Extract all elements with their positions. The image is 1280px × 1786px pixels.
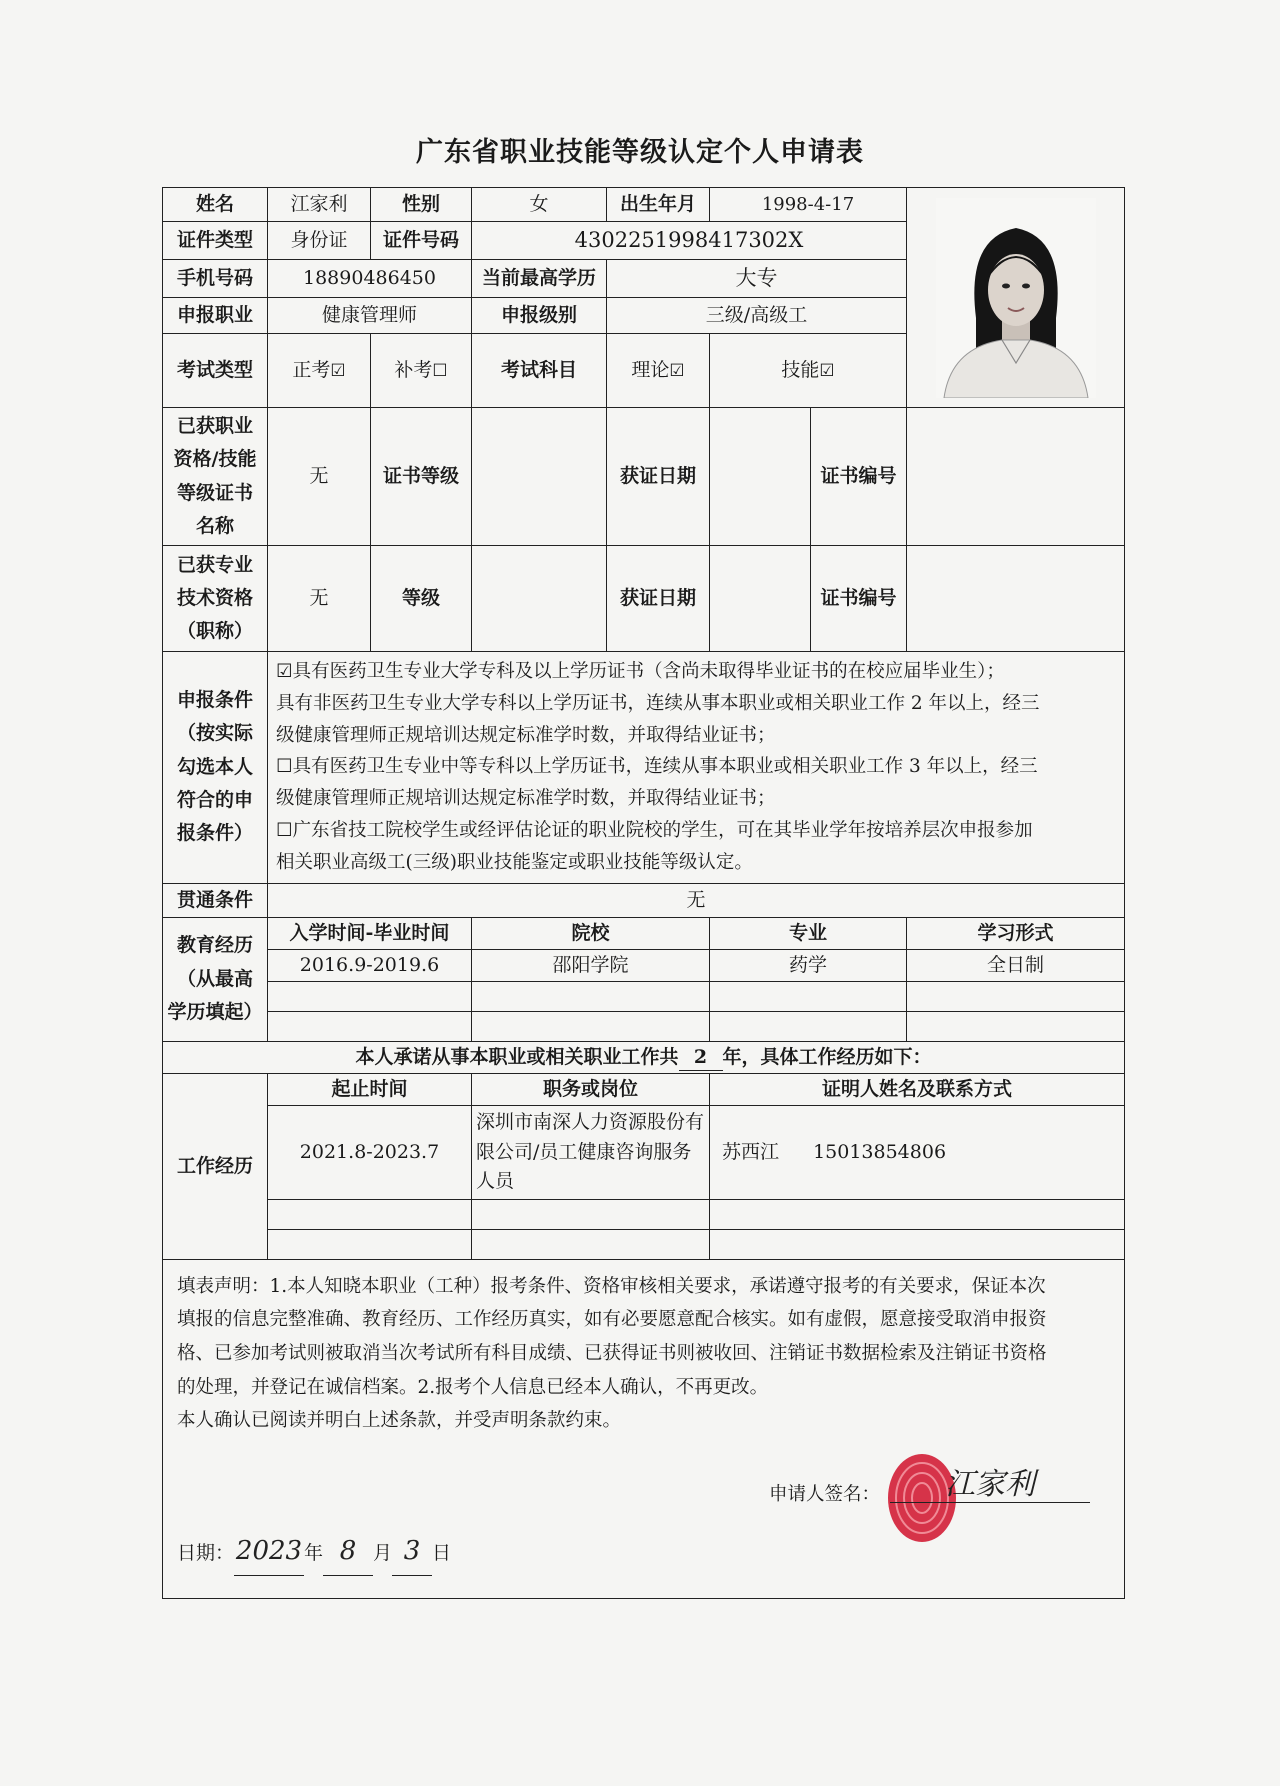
condition-line[interactable]: ☐具有医药卫生专业中等专科以上学历证书，连续从事本职业或相关职业工作 3 年以上，经三 [276, 756, 1038, 778]
declaration-cell [163, 1259, 1125, 1598]
work-period-cell [268, 1199, 472, 1229]
cert-no-label: 证书编号 [811, 408, 907, 546]
work-position-cell [472, 1229, 710, 1259]
declaration-confirm: 本人确认已阅读并明白上述条款，并受声明条款约束。 [177, 1410, 622, 1432]
work-reference-header: 证明人姓名及联系方式 [710, 1074, 1125, 1106]
tech-date-label: 获证日期 [607, 546, 710, 652]
condition-line[interactable]: ☐广东省技工院校学生或经评估论证的职业院校的学生，可在其毕业学年按培养层次申报参加 [276, 820, 1033, 842]
tech-no-label: 证书编号 [811, 546, 907, 652]
work-position-cell: 深圳市南深人力资源股份有 限公司/员工健康咨询服务 人员 [472, 1106, 710, 1199]
table-row [163, 1011, 1125, 1041]
exam-theory-cell [607, 334, 710, 408]
exam-makeup-cell [371, 334, 472, 408]
exam-type-label: 考试类型 [163, 334, 268, 408]
exam-skill-checkbox[interactable]: ☑ [819, 361, 835, 382]
id-type-label: 证件类型 [163, 222, 268, 260]
date-day: 3 [392, 1528, 432, 1576]
work-period-header: 起止时间 [268, 1074, 472, 1106]
declaration-line: 填表声明：1.本人知晓本职业（工种）报考条件、资格审核相关要求，承诺遵守报考的有关要求，保证本次 [177, 1275, 1046, 1297]
edu-major-cell: 药学 [710, 949, 907, 981]
cert-level-value [472, 408, 607, 546]
tech-level-value [472, 546, 607, 652]
reference-name: 苏西江 [722, 1141, 780, 1164]
exam-subject-label: 考试科目 [472, 334, 607, 408]
phone-value: 18890486450 [268, 260, 472, 298]
signature-label: 申请人签名： [768, 1483, 880, 1505]
edu-form-cell [907, 981, 1125, 1011]
edu-period-cell [268, 1011, 472, 1041]
tech-no-value [907, 546, 1125, 652]
condition-line: 相关职业高级工(三级)职业技能鉴定或职业技能等级认定。 [276, 851, 753, 873]
edu-school-header: 院校 [472, 917, 710, 949]
edu-form-cell: 全日制 [907, 949, 1125, 981]
reference-phone: 15013854806 [813, 1141, 947, 1164]
exam-skill-cell [710, 334, 907, 408]
education-history-label: 教育经历 （从最高 学历填起） [163, 917, 268, 1041]
cert-no-value [907, 408, 1125, 546]
date-year: 2023 [234, 1528, 304, 1576]
declaration-line: 填报的信息完整准确、教育经历、工作经历真实，如有必要愿意配合核实。如有虚假，愿意接受取消申报资 [177, 1309, 1047, 1331]
work-position-cell [472, 1199, 710, 1229]
applicant-photo [936, 198, 1096, 398]
edu-major-cell [710, 1011, 907, 1041]
work-position-header: 职务或岗位 [472, 1074, 710, 1106]
tech-name-value: 无 [268, 546, 371, 652]
condition-line: 具有非医药卫生专业大学专科以上学历证书，连续从事本职业或相关职业工作 2 年以上，经三 [276, 692, 1040, 714]
edu-form-header: 学习形式 [907, 917, 1125, 949]
edu-school-cell [472, 1011, 710, 1041]
exam-regular-label: 正考 [292, 359, 331, 382]
exam-makeup-checkbox[interactable]: ☐ [432, 361, 448, 382]
id-no-value: 4302251998417302X [472, 222, 907, 260]
exam-skill-label: 技能 [781, 359, 820, 382]
condition-line[interactable]: ☑具有医药卫生专业大学专科及以上学历证书（含尚未取得毕业证书的在校应届毕业生）； [276, 661, 1005, 682]
table-row [163, 1229, 1125, 1259]
edu-major-cell [710, 981, 907, 1011]
cert-date-label: 获证日期 [607, 408, 710, 546]
exam-regular-cell [268, 334, 371, 408]
table-row [163, 1106, 1125, 1199]
edu-school-cell: 邵阳学院 [472, 949, 710, 981]
level-label: 申报级别 [472, 298, 607, 334]
date-row: 日期：2023 年 8 月 3 日 [177, 1528, 451, 1576]
work-reference-cell [710, 1106, 1125, 1199]
photo-cell [907, 188, 1125, 408]
commitment-years: 2 [679, 1044, 723, 1072]
condition-line: 级健康管理师正规培训达规定标准学时数，并取得结业证书； [276, 788, 776, 810]
table-row [163, 981, 1125, 1011]
date-label: 日期： [177, 1541, 235, 1564]
cert-date-value [710, 408, 811, 546]
declaration-line: 格、已参加考试则被取消当次考试所有科目成绩、已获得证书则被收回、注销证书数据检索及注销证书资格 [177, 1342, 1047, 1364]
applicant-signature: 江家利 [945, 1466, 1035, 1502]
work-reference-cell [710, 1229, 1125, 1259]
tech-date-value [710, 546, 811, 652]
tech-level-label: 等级 [371, 546, 472, 652]
tech-qualification-label: 已获专业 技术资格 （职称） [163, 546, 268, 652]
gender-label: 性别 [371, 188, 472, 222]
exam-theory-label: 理论 [631, 359, 670, 382]
id-type-value: 身份证 [268, 222, 371, 260]
form-title: 广东省职业技能等级认定个人申请表 [416, 137, 864, 168]
work-period-cell: 2021.8-2023.7 [268, 1106, 472, 1199]
commitment-line: 本人承诺从事本职业或相关职业工作共 2 年，具体工作经历如下： [163, 1041, 1125, 1074]
education-label: 当前最高学历 [472, 260, 607, 298]
id-no-label: 证件号码 [371, 222, 472, 260]
cert-name-value: 无 [268, 408, 371, 546]
edu-form-cell [907, 1011, 1125, 1041]
signature-area [177, 1438, 1110, 1588]
cert-qualification-label: 已获职业 资格/技能 等级证书 名称 [163, 408, 268, 546]
through-value: 无 [268, 883, 1125, 917]
date-month: 8 [323, 1528, 373, 1576]
exam-theory-checkbox[interactable]: ☑ [669, 361, 685, 382]
exam-regular-checkbox[interactable]: ☑ [330, 361, 346, 382]
conditions-label: 申报条件 （按实际 勾选本人 符合的申 报条件） [163, 652, 268, 884]
conditions-list [268, 652, 1125, 884]
level-value: 三级/高级工 [607, 298, 907, 334]
phone-label: 手机号码 [163, 260, 268, 298]
gender-value: 女 [472, 188, 607, 222]
through-label: 贯通条件 [163, 883, 268, 917]
work-period-cell [268, 1229, 472, 1259]
declaration-line: 的处理，并登记在诚信档案。2.报考个人信息已经本人确认，不再更改。 [177, 1376, 769, 1398]
cert-level-label: 证书等级 [371, 408, 472, 546]
edu-school-cell [472, 981, 710, 1011]
application-form-table [162, 187, 1125, 1599]
birth-label: 出生年月 [607, 188, 710, 222]
work-reference-cell [710, 1199, 1125, 1229]
name-label: 姓名 [163, 188, 268, 222]
edu-period-header: 入学时间-毕业时间 [268, 917, 472, 949]
exam-makeup-label: 补考 [394, 359, 433, 382]
table-row [163, 1199, 1125, 1229]
occupation-label: 申报职业 [163, 298, 268, 334]
edu-major-header: 专业 [710, 917, 907, 949]
table-row [163, 949, 1125, 981]
occupation-value: 健康管理师 [268, 298, 472, 334]
education-value: 大专 [607, 260, 907, 298]
edu-period-cell: 2016.9-2019.6 [268, 949, 472, 981]
name-value: 江家利 [268, 188, 371, 222]
work-history-label: 工作经历 [163, 1074, 268, 1259]
birth-value: 1998-4-17 [710, 188, 907, 222]
condition-line: 级健康管理师正规培训达规定标准学时数，并取得结业证书； [276, 724, 776, 746]
edu-period-cell [268, 981, 472, 1011]
